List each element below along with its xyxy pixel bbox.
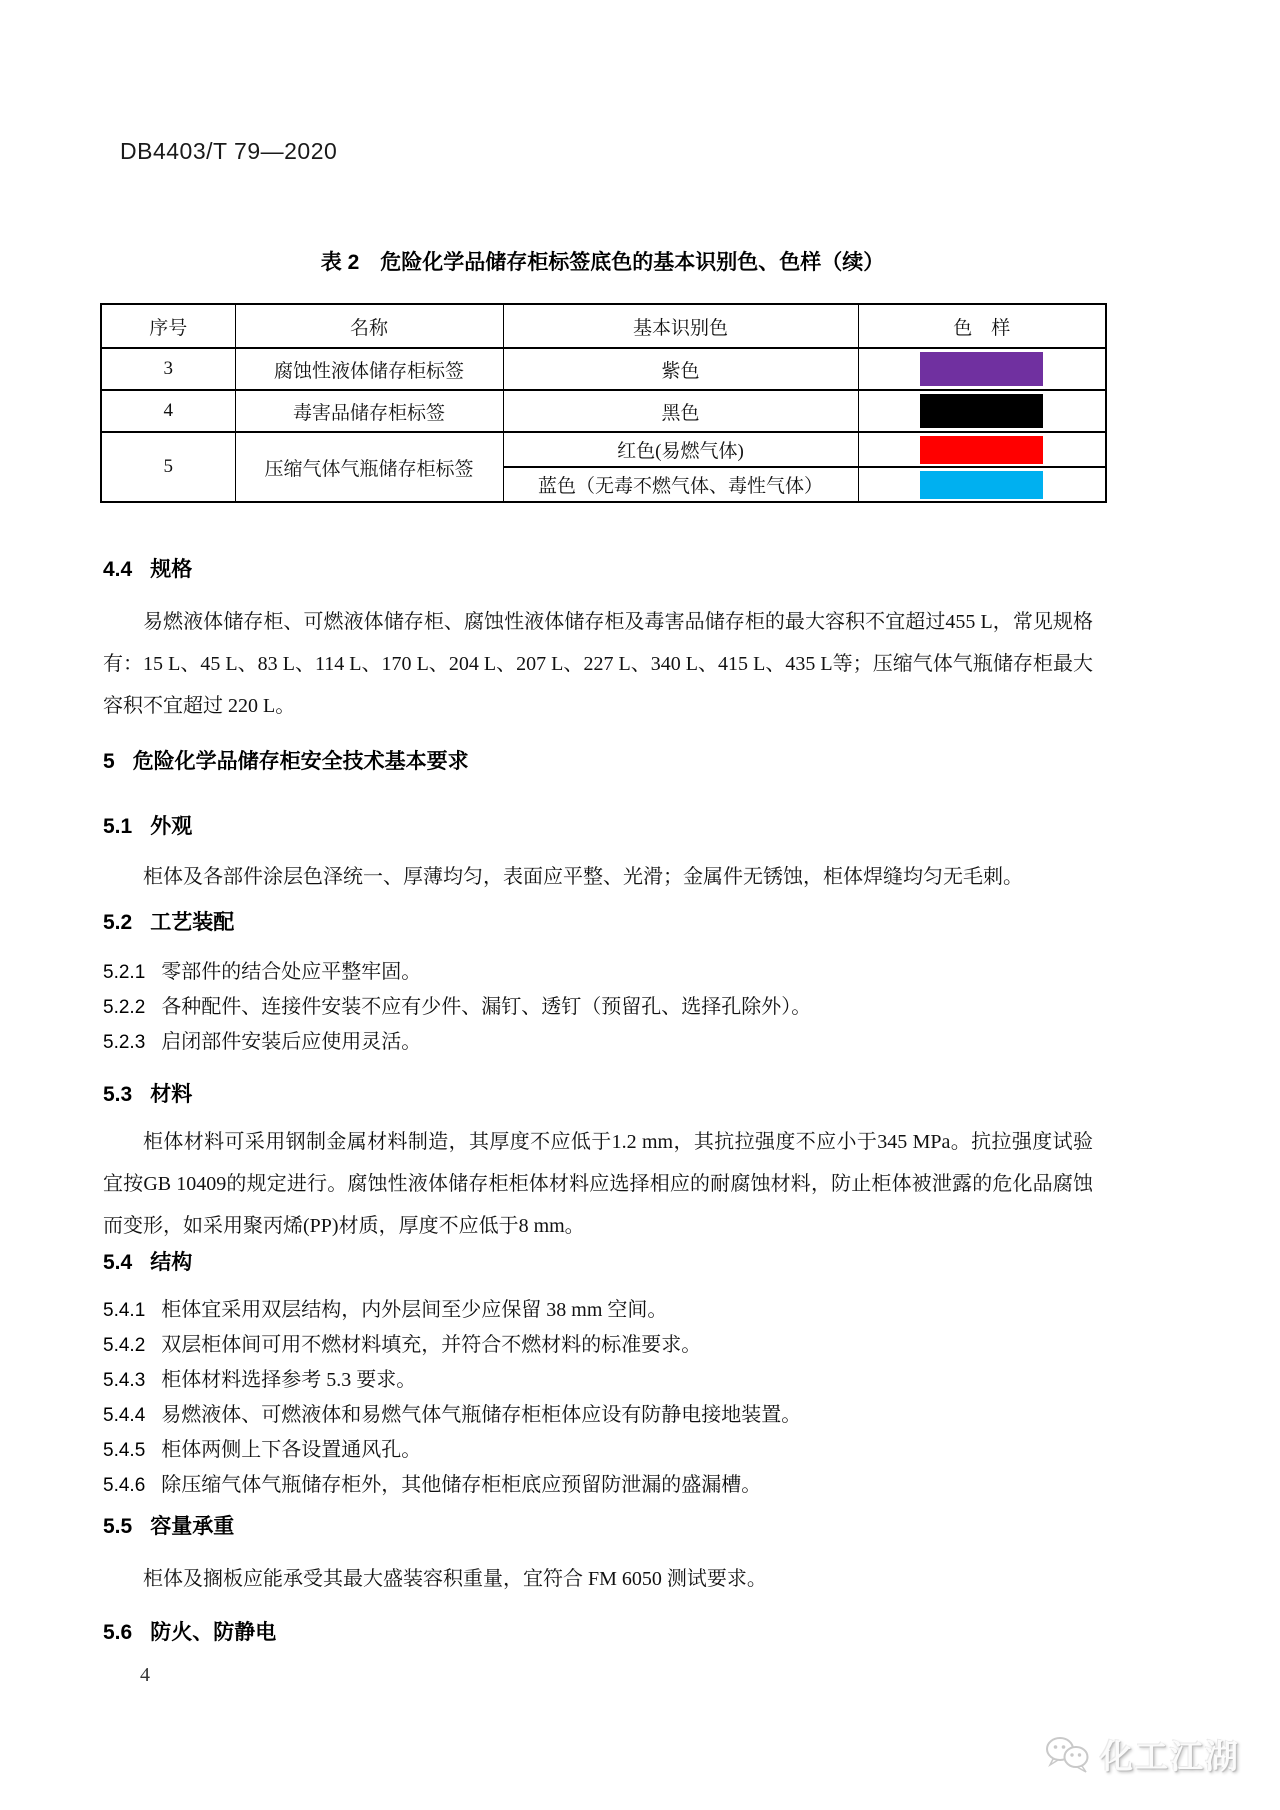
heading-number: 5.3	[103, 1083, 133, 1106]
column-header-swatch: 色 样	[858, 304, 1106, 348]
section-heading-5-5	[103, 1510, 1103, 1540]
wechat-icon	[1042, 1734, 1094, 1776]
column-header-name: 名称	[235, 304, 503, 348]
clause-number: 5.4.2	[103, 1335, 146, 1356]
heading-title: 防火、防静电	[150, 1621, 277, 1644]
clause-list-5-4	[103, 1293, 1098, 1503]
heading-title: 结构	[150, 1251, 193, 1274]
table-row	[101, 390, 1106, 432]
column-header-color: 基本识别色	[503, 304, 858, 348]
swatch-cell	[858, 390, 1106, 432]
clause-number: 5.4.3	[103, 1370, 146, 1391]
column-header-seq: 序号	[101, 304, 235, 348]
heading-title: 规格	[150, 558, 193, 581]
color-name-cell: 蓝色（无毒不燃气体、毒性气体）	[503, 467, 858, 502]
swatch-cell	[858, 432, 1106, 467]
footer-brand: 化工江湖	[1100, 1738, 1240, 1775]
page-number: 4	[140, 1664, 150, 1686]
table-title: 表 2 危险化学品储存柜标签底色的基本识别色、色样（续）	[320, 251, 885, 274]
color-name-cell: 紫色	[503, 348, 858, 390]
color-name-cell: 红色(易燃气体)	[503, 432, 858, 467]
section-heading-5-1	[103, 810, 1103, 840]
heading-number: 4.4	[103, 558, 133, 581]
seq-cell: 3	[101, 348, 235, 390]
swatch-cell	[858, 467, 1106, 502]
heading-number: 5.6	[103, 1621, 133, 1644]
clause-text: 柜体宜采用双层结构，内外层间至少应保留 38 mm 空间。	[161, 1299, 668, 1321]
clause-item	[103, 1025, 1098, 1060]
clause-number: 5.4.1	[103, 1300, 146, 1321]
color-table	[100, 303, 1107, 503]
heading-title: 危险化学品储存柜安全技术基本要求	[132, 750, 469, 773]
paragraph-4-4: 易燃液体储存柜、可燃液体储存柜、腐蚀性液体储存柜及毒害品储存柜的最大容积不宜超过455 L，常见规格有：15 L、45 L、83 L、114 L、170 L、204 L、207 L、227 L、340 L、415 L、435 L等；压缩气体气瓶储存柜最大容积不宜超过 220 L。	[103, 611, 1093, 717]
clause-list-5-2	[103, 955, 1098, 1060]
heading-number: 5	[103, 750, 115, 773]
section-heading-5-2	[103, 906, 1103, 936]
clause-number: 5.2.1	[103, 962, 146, 983]
name-cell: 腐蚀性液体储存柜标签	[235, 348, 503, 390]
clause-text: 柜体材料选择参考 5.3 要求。	[161, 1369, 417, 1391]
section-heading-5	[103, 745, 1103, 775]
seq-cell: 4	[101, 390, 235, 432]
clause-text: 各种配件、连接件安装不应有少件、漏钉、透钉（预留孔、选择孔除外）。	[161, 996, 812, 1018]
section-heading-5-3	[103, 1078, 1103, 1108]
clause-number: 5.4.5	[103, 1440, 146, 1461]
table-header-row	[101, 304, 1106, 348]
name-cell: 压缩气体气瓶储存柜标签	[235, 432, 503, 502]
color-swatch-red	[920, 436, 1043, 464]
clause-text: 零部件的结合处应平整牢固。	[161, 961, 422, 983]
clause-item	[103, 1363, 1098, 1398]
clause-number: 5.2.2	[103, 997, 146, 1018]
clause-item	[103, 1398, 1098, 1433]
clause-text: 除压缩气体气瓶储存柜外，其他储存柜柜底应预留防泄漏的盛漏槽。	[161, 1474, 762, 1496]
clause-item	[103, 1433, 1098, 1468]
heading-title: 材料	[150, 1083, 193, 1106]
doc-code: DB4403/T 79—2020	[120, 138, 338, 164]
heading-number: 5.2	[103, 911, 133, 934]
clause-number: 5.4.6	[103, 1475, 146, 1496]
paragraph-5-1: 柜体及各部件涂层色泽统一、厚薄均匀，表面应平整、光滑；金属件无锈蚀，柜体焊缝均匀无毛刺。	[143, 866, 1023, 888]
heading-title: 容量承重	[150, 1515, 235, 1538]
section-heading-5-6	[103, 1616, 1103, 1646]
clause-item	[103, 1293, 1098, 1328]
clause-item	[103, 955, 1098, 990]
heading-title: 工艺装配	[150, 911, 235, 934]
clause-text: 双层柜体间可用不燃材料填充，并符合不燃材料的标准要求。	[161, 1334, 702, 1356]
heading-number: 5.5	[103, 1515, 133, 1538]
color-name-cell: 黑色	[503, 390, 858, 432]
paragraph-5-3: 柜体材料可采用钢制金属材料制造，其厚度不应低于1.2 mm，其抗拉强度不应小于345 MPa。抗拉强度试验宜按GB 10409的规定进行。腐蚀性液体储存柜柜体材料应选择相应的耐腐蚀材料，防止柜体被泄露的危化品腐蚀而变形，如采用聚丙烯(PP)材质，厚度不应低于8 mm。	[103, 1131, 1093, 1237]
section-heading-4-4	[103, 553, 1103, 583]
clause-item	[103, 990, 1098, 1025]
clause-number: 5.4.4	[103, 1405, 146, 1426]
table-row	[101, 432, 1106, 467]
clause-text: 柜体两侧上下各设置通风孔。	[161, 1439, 422, 1461]
clause-text: 启闭部件安装后应使用灵活。	[161, 1031, 422, 1053]
table-row	[101, 348, 1106, 390]
name-cell: 毒害品储存柜标签	[235, 390, 503, 432]
paragraph-5-5: 柜体及搁板应能承受其最大盛装容积重量，宜符合 FM 6050 测试要求。	[143, 1568, 767, 1590]
color-swatch-purple	[920, 352, 1043, 386]
clause-text: 易燃液体、可燃液体和易燃气体气瓶储存柜柜体应设有防静电接地装置。	[161, 1404, 802, 1426]
footer-watermark	[1042, 1731, 1262, 1778]
clause-item	[103, 1328, 1098, 1363]
color-swatch-black	[920, 394, 1043, 428]
heading-number: 5.1	[103, 815, 133, 838]
section-heading-5-4	[103, 1246, 1103, 1276]
clause-number: 5.2.3	[103, 1032, 146, 1053]
heading-number: 5.4	[103, 1251, 133, 1274]
swatch-cell	[858, 348, 1106, 390]
heading-title: 外观	[150, 815, 193, 838]
color-swatch-blue	[920, 471, 1043, 499]
seq-cell: 5	[101, 432, 235, 502]
clause-item	[103, 1468, 1098, 1503]
